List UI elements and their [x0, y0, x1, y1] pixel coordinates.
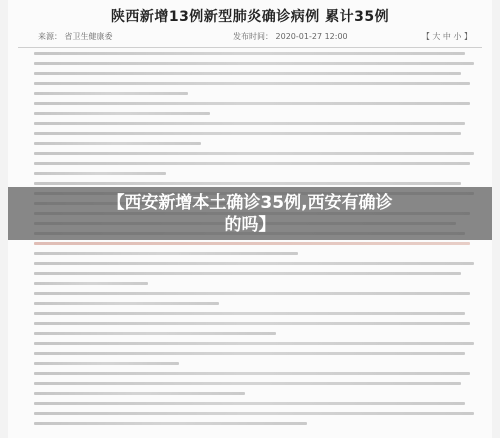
page-title: 陕西新增13例新型肺炎确诊病例 累计35例	[110, 9, 390, 25]
paragraph	[34, 152, 474, 175]
paragraph	[34, 52, 474, 95]
meta-divider	[18, 47, 482, 48]
paragraph	[34, 102, 474, 115]
paragraph	[34, 292, 474, 305]
overlay-headline: 【西安新增本土确诊35例,西安有确诊的吗】	[107, 192, 393, 235]
headline-overlay	[8, 187, 492, 240]
publish-time: 发布时间： 2020-01-27 12:00	[233, 32, 348, 41]
source-label: 来源： 省卫生健康委	[38, 32, 113, 41]
article-meta-bar	[18, 28, 482, 44]
paragraph	[34, 312, 474, 335]
document-sheet	[8, 0, 492, 438]
font-size-control[interactable]: 【 大 中 小 】	[421, 32, 472, 41]
paragraph	[34, 402, 474, 425]
paragraph	[34, 342, 474, 365]
paragraph	[34, 372, 474, 395]
paragraph	[34, 262, 474, 285]
paragraph	[34, 122, 474, 145]
article-body	[34, 52, 474, 438]
